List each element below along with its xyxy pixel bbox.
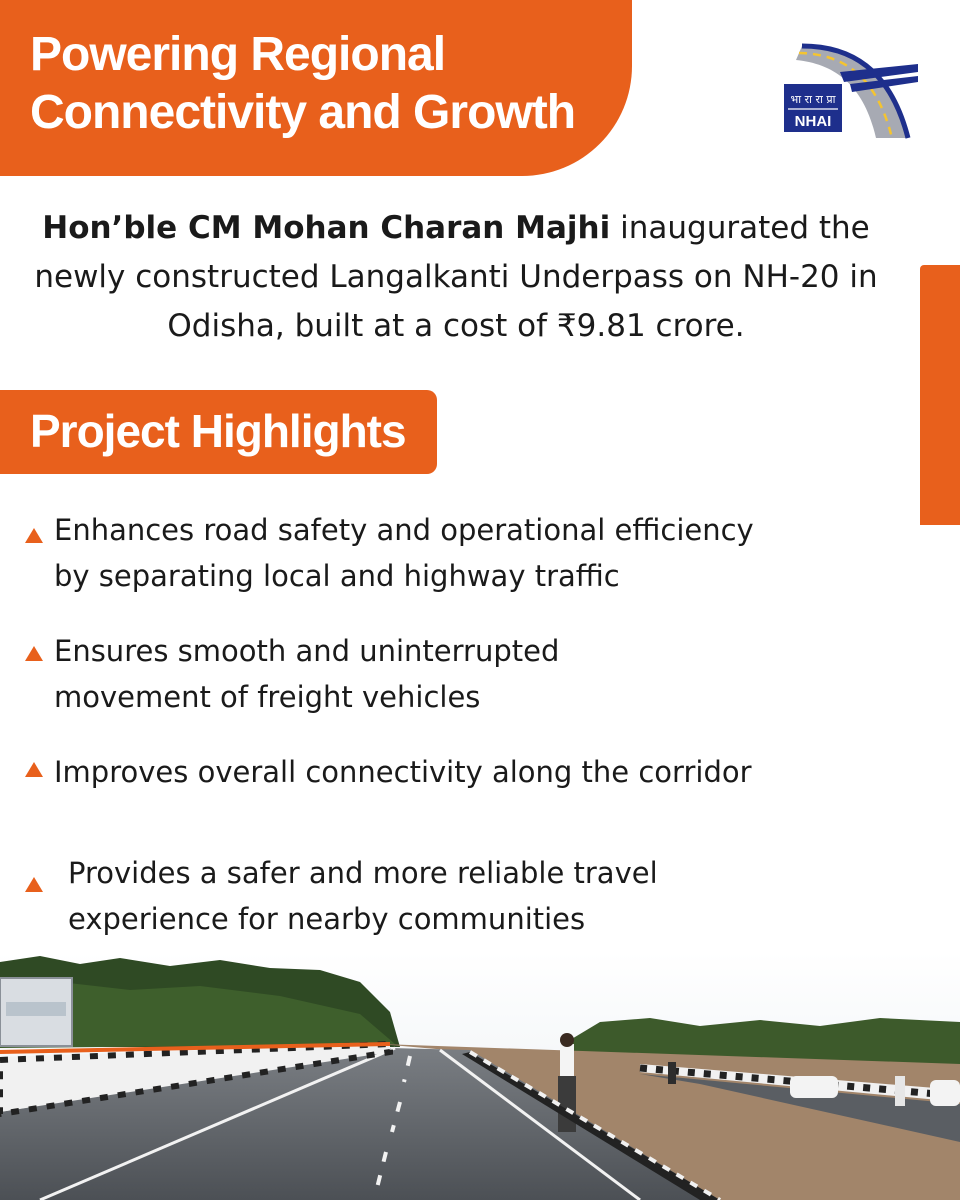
nhai-logo [780,38,922,140]
section-title: Project Highlights [30,405,406,457]
person [895,1076,905,1106]
person [560,1044,574,1078]
triangle-bullet-icon [25,877,43,892]
highlight-text: Provides a safer and more reliable travel experience for nearby communities [68,856,658,936]
page-title: Powering Regional Connectivity and Growth [30,28,576,139]
parked-car [930,1080,960,1106]
logo-hindi-text: भा रा रा प्रा [790,93,836,106]
intro-paragraph [0,204,912,351]
triangle-bullet-icon [25,528,43,543]
triangle-bullet-icon [25,646,43,661]
parked-car [790,1076,838,1098]
highlight-text: Improves overall connectivity along the corridor [54,755,752,789]
intro-highlight: Hon’ble CM Mohan Charan Majhi [42,210,611,246]
side-accent-bar [920,265,960,525]
underpass-road-photo [0,952,960,1200]
person [668,1062,676,1084]
highlight-text: Ensures smooth and uninterrupted movement of freight vehicles [54,634,560,714]
triangle-bullet-icon [25,762,43,777]
intro-text: inaugurated the newly constructed Langalkanti Underpass on NH-20 in Odisha, built at a cost of ₹9.81 crore. [34,210,878,344]
logo-text: NHAI [794,113,832,130]
highlight-text: Enhances road safety and operational efficiency by separating local and highway traffic [54,513,754,593]
